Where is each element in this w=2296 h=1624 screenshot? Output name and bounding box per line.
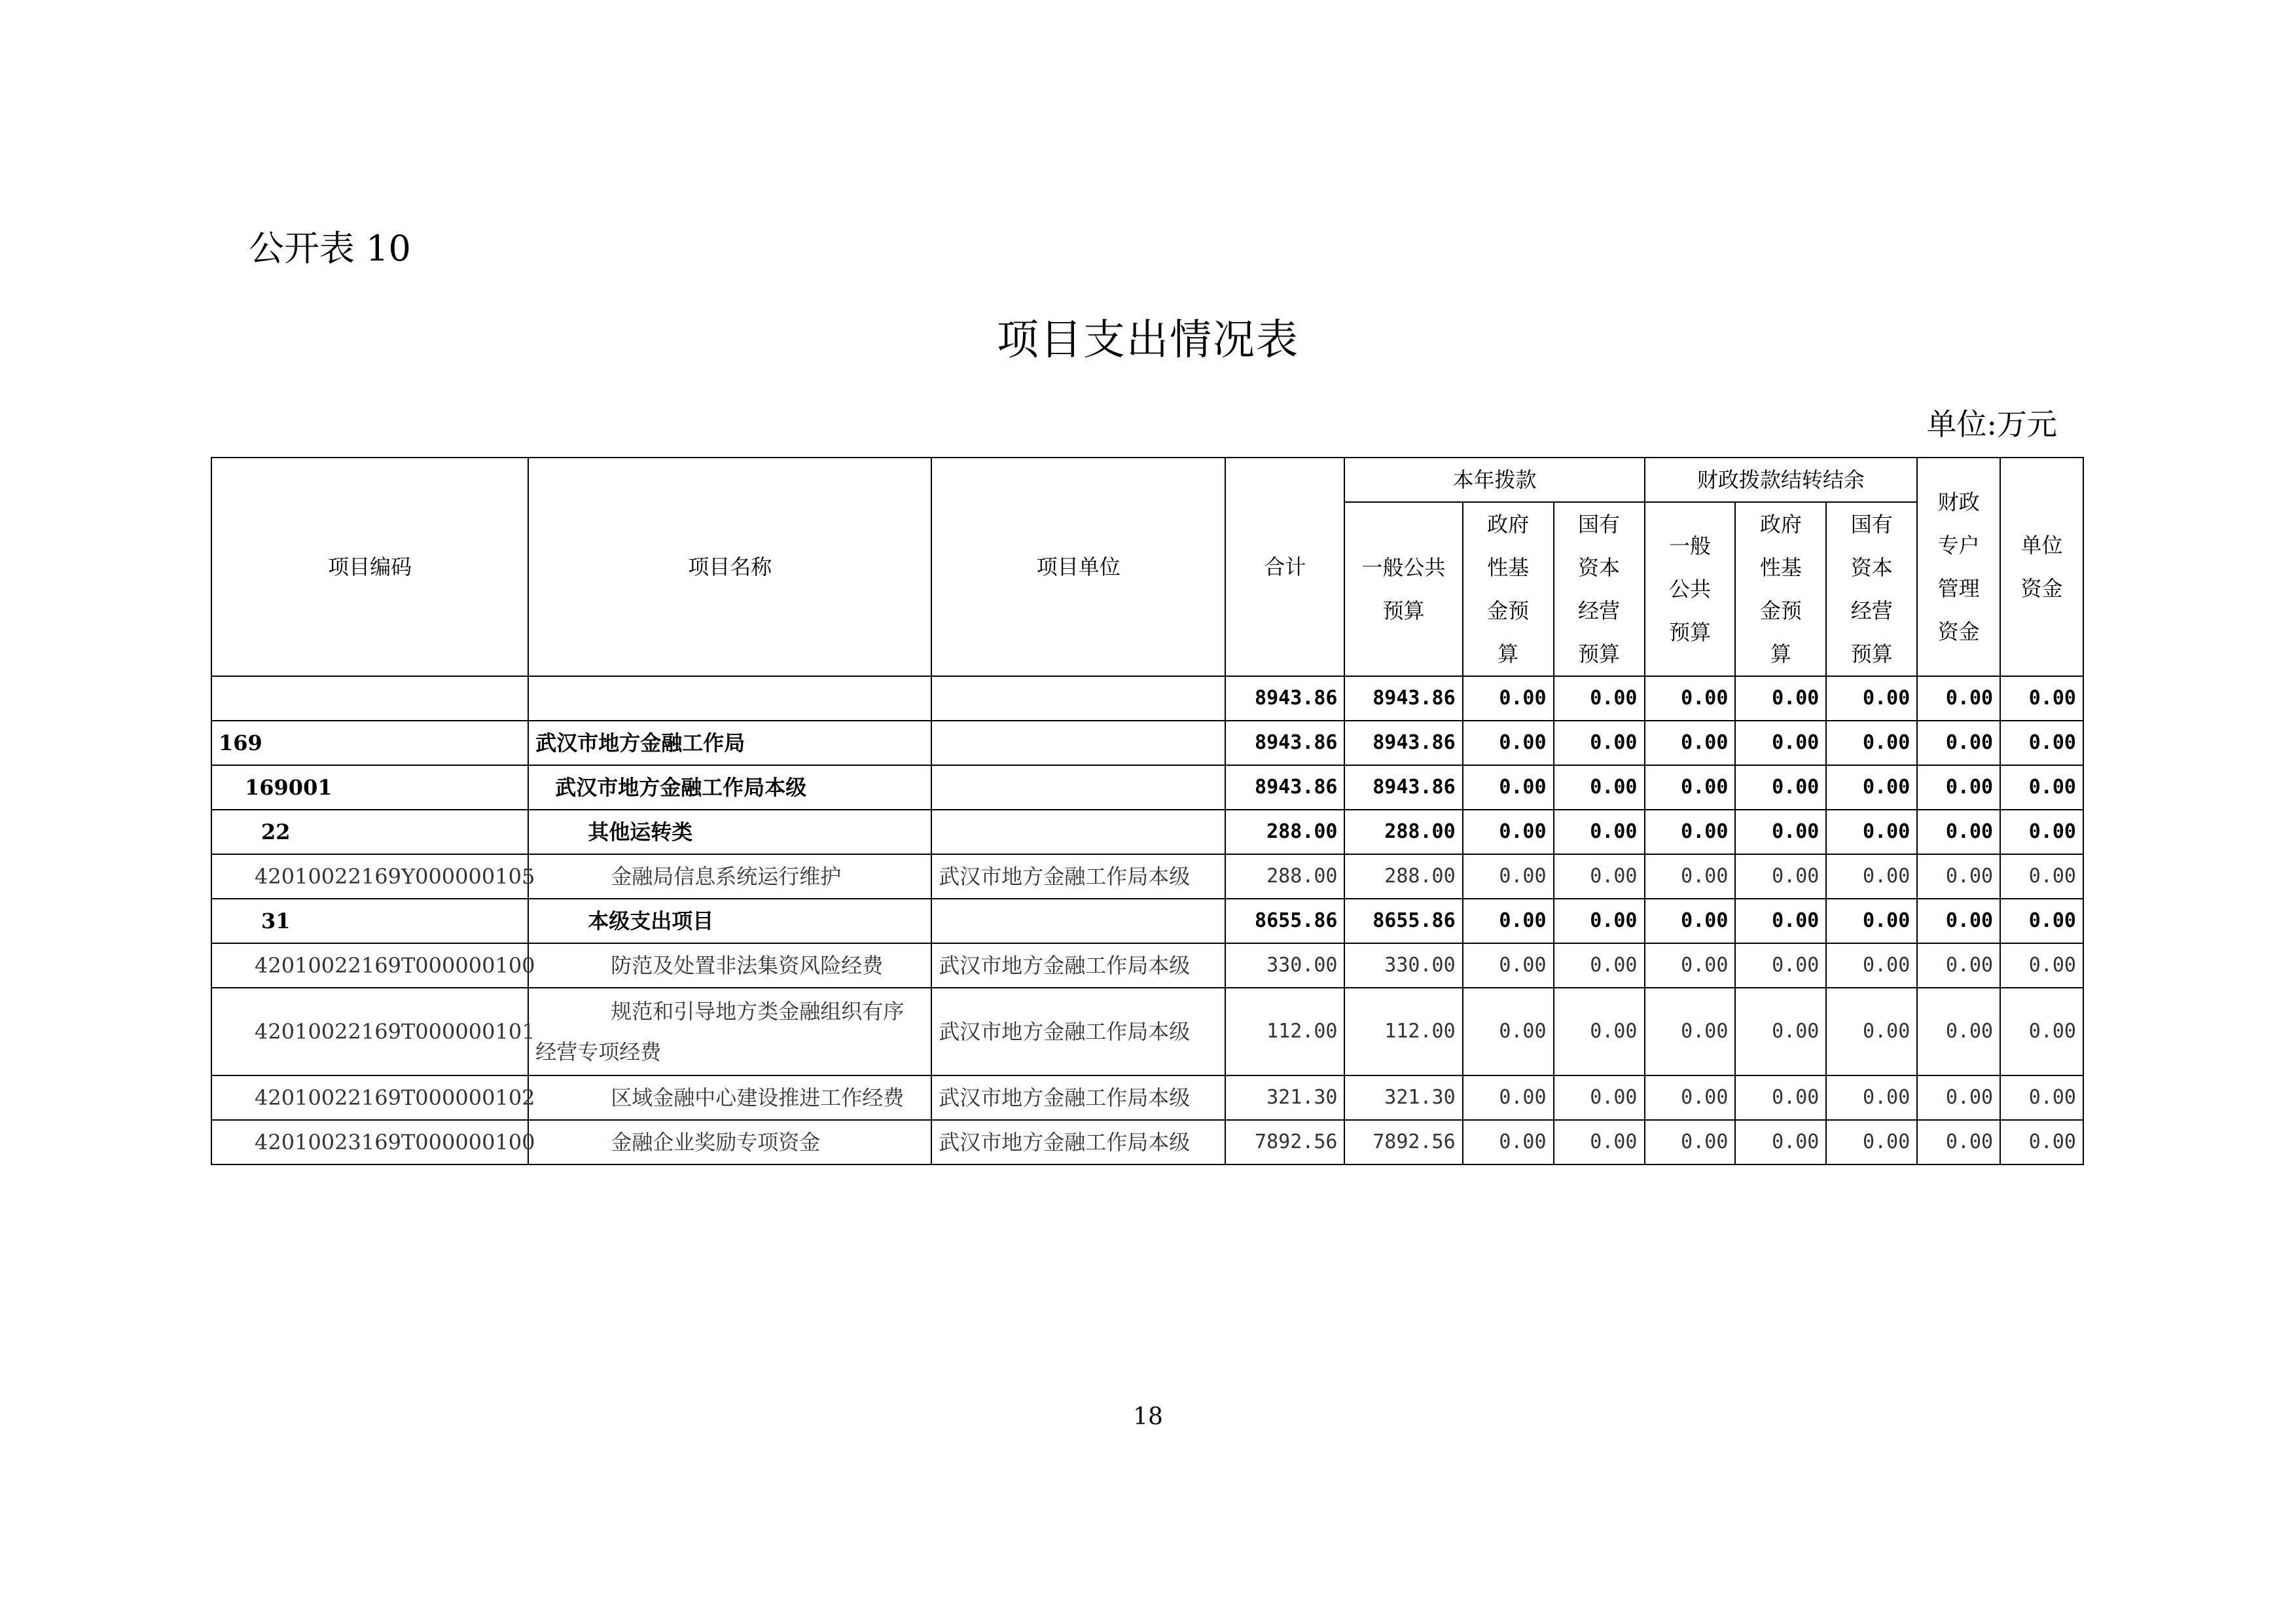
cell-code: 31 [211, 899, 528, 943]
cell-name: 其他运转类 [528, 810, 931, 854]
cell-unit-fund: 0.00 [2000, 1075, 2083, 1120]
cell-code [211, 676, 528, 721]
cell-special-account: 0.00 [1917, 765, 2000, 810]
table-header [211, 458, 2083, 676]
cell-unit [931, 676, 1225, 721]
cell-cur-general: 8655.86 [1344, 899, 1462, 943]
header-special-account [1917, 458, 2000, 676]
cell-cur-stateasset: 0.00 [1554, 721, 1645, 765]
cell-co-govfund: 0.00 [1735, 765, 1826, 810]
project-expenditure-table [211, 457, 2084, 1165]
cell-cur-general: 8943.86 [1344, 721, 1462, 765]
header-current-stateasset-text: 国有资本经营预算 [1578, 512, 1621, 666]
cell-co-stateasset: 0.00 [1826, 1120, 1917, 1164]
header-unit-fund [2000, 458, 2083, 676]
cell-total: 288.00 [1225, 810, 1344, 854]
cell-co-stateasset: 0.00 [1826, 943, 1917, 988]
cell-cur-stateasset: 0.00 [1554, 899, 1645, 943]
cell-co-stateasset: 0.00 [1826, 810, 1917, 854]
cell-special-account: 0.00 [1917, 810, 2000, 854]
cell-total: 8943.86 [1225, 721, 1344, 765]
header-unit-fund-text: 单位资金 [2020, 533, 2063, 601]
cell-co-general: 0.00 [1645, 721, 1736, 765]
cell-unit: 武汉市地方金融工作局本级 [931, 854, 1225, 899]
cell-co-general: 0.00 [1645, 854, 1736, 899]
cell-co-general: 0.00 [1645, 988, 1736, 1075]
table-number-label: 公开表 10 [249, 228, 411, 269]
cell-name: 武汉市地方金融工作局 [528, 721, 931, 765]
table-row-total [211, 676, 2083, 721]
header-carryover-general [1645, 502, 1736, 676]
cell-name: 金融企业奖励专项资金 [528, 1120, 931, 1164]
cell-co-govfund: 0.00 [1735, 1120, 1826, 1164]
cell-total: 8655.86 [1225, 899, 1344, 943]
cell-special-account: 0.00 [1917, 676, 2000, 721]
cell-total: 112.00 [1225, 988, 1344, 1075]
cell-unit [931, 899, 1225, 943]
cell-special-account: 0.00 [1917, 943, 2000, 988]
cell-unit: 武汉市地方金融工作局本级 [931, 1120, 1225, 1164]
cell-code: 42010022169T000000101 [211, 988, 528, 1075]
table-row [211, 810, 2083, 854]
cell-unit: 武汉市地方金融工作局本级 [931, 943, 1225, 988]
header-current-govfund-text: 政府性基金预算 [1487, 512, 1530, 666]
header-current-general [1344, 502, 1462, 676]
cell-cur-stateasset: 0.00 [1554, 943, 1645, 988]
cell-name: 防范及处置非法集资风险经费 [528, 943, 931, 988]
cell-unit [931, 721, 1225, 765]
cell-unit-fund: 0.00 [2000, 988, 2083, 1075]
cell-name: 金融局信息系统运行维护 [528, 854, 931, 899]
cell-unit-fund: 0.00 [2000, 721, 2083, 765]
cell-co-general: 0.00 [1645, 676, 1736, 721]
cell-unit-fund: 0.00 [2000, 810, 2083, 854]
cell-co-general: 0.00 [1645, 899, 1736, 943]
cell-code: 169 [211, 721, 528, 765]
cell-special-account: 0.00 [1917, 988, 2000, 1075]
cell-cur-govfund: 0.00 [1463, 854, 1554, 899]
header-current-stateasset [1554, 502, 1645, 676]
table-row [211, 943, 2083, 988]
cell-unit-fund: 0.00 [2000, 899, 2083, 943]
page-title: 项目支出情况表 [997, 316, 1299, 365]
cell-co-general: 0.00 [1645, 810, 1736, 854]
cell-cur-general: 288.00 [1344, 854, 1462, 899]
header-carryover-govfund [1735, 502, 1826, 676]
cell-co-general: 0.00 [1645, 943, 1736, 988]
page-number: 18 [1133, 1403, 1163, 1430]
cell-special-account: 0.00 [1917, 1075, 2000, 1120]
cell-cur-govfund: 0.00 [1463, 721, 1554, 765]
cell-total: 8943.86 [1225, 676, 1344, 721]
cell-cur-stateasset: 0.00 [1554, 676, 1645, 721]
cell-total: 321.30 [1225, 1075, 1344, 1120]
cell-co-general: 0.00 [1645, 1075, 1736, 1120]
cell-cur-general: 8943.86 [1344, 676, 1462, 721]
header-project-name: 项目名称 [528, 458, 931, 676]
cell-cur-govfund: 0.00 [1463, 810, 1554, 854]
header-group-current-appropriation: 本年拨款 [1344, 458, 1644, 502]
cell-code: 42010022169T000000100 [211, 943, 528, 988]
cell-name: 规范和引导地方类金融组织有序经营专项经费 [528, 988, 931, 1075]
cell-special-account: 0.00 [1917, 854, 2000, 899]
cell-cur-general: 288.00 [1344, 810, 1462, 854]
cell-co-govfund: 0.00 [1735, 988, 1826, 1075]
cell-cur-stateasset: 0.00 [1554, 810, 1645, 854]
table-row [211, 721, 2083, 765]
table-row [211, 854, 2083, 899]
cell-cur-govfund: 0.00 [1463, 676, 1554, 721]
cell-special-account: 0.00 [1917, 899, 2000, 943]
table-body [211, 676, 2083, 1164]
cell-name: 区域金融中心建设推进工作经费 [528, 1075, 931, 1120]
cell-co-stateasset: 0.00 [1826, 899, 1917, 943]
cell-total: 8943.86 [1225, 765, 1344, 810]
cell-co-govfund: 0.00 [1735, 676, 1826, 721]
cell-cur-govfund: 0.00 [1463, 899, 1554, 943]
cell-cur-stateasset: 0.00 [1554, 988, 1645, 1075]
cell-cur-govfund: 0.00 [1463, 765, 1554, 810]
cell-name: 本级支出项目 [528, 899, 931, 943]
cell-total: 330.00 [1225, 943, 1344, 988]
cell-co-govfund: 0.00 [1735, 810, 1826, 854]
cell-code: 42010022169Y000000105 [211, 854, 528, 899]
cell-co-stateasset: 0.00 [1826, 1075, 1917, 1120]
cell-co-govfund: 0.00 [1735, 1075, 1826, 1120]
cell-co-govfund: 0.00 [1735, 721, 1826, 765]
cell-code: 22 [211, 810, 528, 854]
header-carryover-general-text: 一般公共预算 [1668, 533, 1711, 645]
cell-cur-general: 321.30 [1344, 1075, 1462, 1120]
cell-unit-fund: 0.00 [2000, 1120, 2083, 1164]
cell-name: 武汉市地方金融工作局本级 [528, 765, 931, 810]
cell-code: 169001 [211, 765, 528, 810]
cell-unit: 武汉市地方金融工作局本级 [931, 1075, 1225, 1120]
cell-total: 7892.56 [1225, 1120, 1344, 1164]
cell-cur-govfund: 0.00 [1463, 943, 1554, 988]
header-current-govfund [1463, 502, 1554, 676]
header-carryover-stateasset [1826, 502, 1917, 676]
cell-cur-govfund: 0.00 [1463, 1120, 1554, 1164]
cell-co-govfund: 0.00 [1735, 854, 1826, 899]
cell-code: 42010022169T000000102 [211, 1075, 528, 1120]
cell-unit-fund: 0.00 [2000, 676, 2083, 721]
cell-cur-stateasset: 0.00 [1554, 1120, 1645, 1164]
cell-unit-fund: 0.00 [2000, 943, 2083, 988]
cell-cur-govfund: 0.00 [1463, 988, 1554, 1075]
cell-co-stateasset: 0.00 [1826, 721, 1917, 765]
cell-co-stateasset: 0.00 [1826, 765, 1917, 810]
cell-code: 42010023169T000000100 [211, 1120, 528, 1164]
header-project-unit: 项目单位 [931, 458, 1225, 676]
cell-cur-govfund: 0.00 [1463, 1075, 1554, 1120]
cell-cur-general: 330.00 [1344, 943, 1462, 988]
cell-unit [931, 810, 1225, 854]
header-total: 合计 [1225, 458, 1344, 676]
cell-co-govfund: 0.00 [1735, 899, 1826, 943]
header-carryover-stateasset-text: 国有资本经营预算 [1850, 512, 1893, 666]
header-carryover-govfund-text: 政府性基金预算 [1759, 512, 1802, 666]
cell-cur-stateasset: 0.00 [1554, 1075, 1645, 1120]
cell-co-stateasset: 0.00 [1826, 988, 1917, 1075]
table-row [211, 988, 2083, 1075]
cell-name [528, 676, 931, 721]
cell-total: 288.00 [1225, 854, 1344, 899]
cell-unit-fund: 0.00 [2000, 854, 2083, 899]
cell-unit-fund: 0.00 [2000, 765, 2083, 810]
cell-co-govfund: 0.00 [1735, 943, 1826, 988]
table-row [211, 1120, 2083, 1164]
cell-special-account: 0.00 [1917, 721, 2000, 765]
table-row [211, 765, 2083, 810]
cell-co-stateasset: 0.00 [1826, 676, 1917, 721]
cell-cur-general: 112.00 [1344, 988, 1462, 1075]
cell-co-general: 0.00 [1645, 1120, 1736, 1164]
unit-label: 单位:万元 [1926, 406, 2057, 442]
table-row [211, 899, 2083, 943]
cell-cur-stateasset: 0.00 [1554, 765, 1645, 810]
header-current-general-text: 一般公共预算 [1361, 555, 1446, 623]
cell-cur-general: 8943.86 [1344, 765, 1462, 810]
header-project-code: 项目编码 [211, 458, 528, 676]
cell-special-account: 0.00 [1917, 1120, 2000, 1164]
cell-unit: 武汉市地方金融工作局本级 [931, 988, 1225, 1075]
cell-cur-stateasset: 0.00 [1554, 854, 1645, 899]
table-row [211, 1075, 2083, 1120]
cell-unit [931, 765, 1225, 810]
cell-co-stateasset: 0.00 [1826, 854, 1917, 899]
cell-cur-general: 7892.56 [1344, 1120, 1462, 1164]
header-special-account-text: 财政专户管理资金 [1937, 490, 1980, 644]
cell-co-general: 0.00 [1645, 765, 1736, 810]
header-group-carryover: 财政拨款结转结余 [1645, 458, 1918, 502]
